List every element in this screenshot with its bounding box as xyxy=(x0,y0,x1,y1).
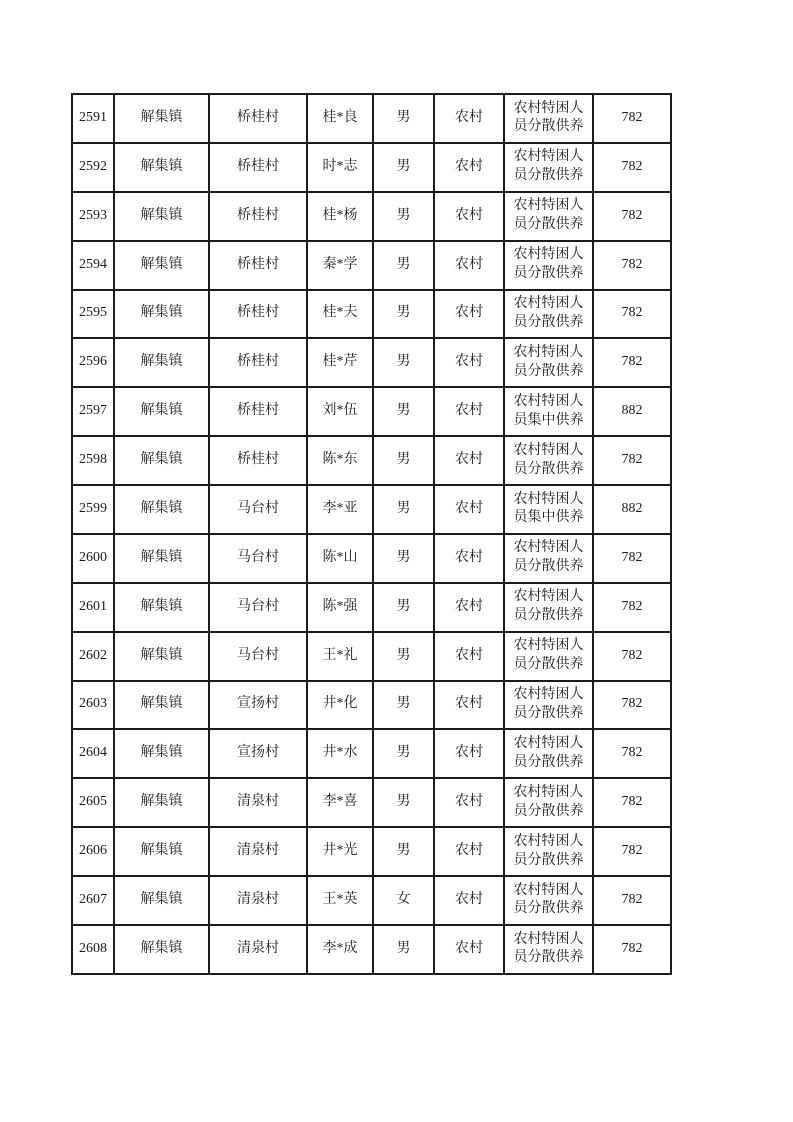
welfare-support-table xyxy=(71,93,672,975)
cell-town: 解集镇 xyxy=(114,827,209,876)
cell-area: 农村 xyxy=(434,583,504,632)
cell-person-name: 李*亚 xyxy=(307,485,373,534)
cell-support-type: 农村特困人员分散供养 xyxy=(504,925,593,974)
cell-amount: 782 xyxy=(593,632,671,681)
cell-gender: 男 xyxy=(373,632,434,681)
cell-village: 桥桂村 xyxy=(209,290,307,339)
table-row xyxy=(72,143,671,192)
cell-amount: 782 xyxy=(593,192,671,241)
table-row xyxy=(72,436,671,485)
cell-gender: 男 xyxy=(373,583,434,632)
cell-support-type: 农村特困人员分散供养 xyxy=(504,827,593,876)
cell-amount: 882 xyxy=(593,485,671,534)
cell-support-type: 农村特困人员集中供养 xyxy=(504,485,593,534)
table-row xyxy=(72,583,671,632)
table-row xyxy=(72,192,671,241)
cell-area: 农村 xyxy=(434,338,504,387)
cell-area: 农村 xyxy=(434,778,504,827)
cell-person-name: 陈*强 xyxy=(307,583,373,632)
cell-amount: 782 xyxy=(593,827,671,876)
cell-town: 解集镇 xyxy=(114,192,209,241)
cell-amount: 782 xyxy=(593,143,671,192)
cell-town: 解集镇 xyxy=(114,534,209,583)
cell-person-name: 桂*良 xyxy=(307,94,373,143)
cell-town: 解集镇 xyxy=(114,290,209,339)
cell-person-name: 桂*芹 xyxy=(307,338,373,387)
cell-gender: 男 xyxy=(373,436,434,485)
cell-town: 解集镇 xyxy=(114,143,209,192)
table-row xyxy=(72,94,671,143)
cell-village: 马台村 xyxy=(209,632,307,681)
cell-amount: 782 xyxy=(593,729,671,778)
cell-town: 解集镇 xyxy=(114,241,209,290)
cell-support-type: 农村特困人员分散供养 xyxy=(504,436,593,485)
cell-area: 农村 xyxy=(434,925,504,974)
cell-gender: 男 xyxy=(373,778,434,827)
cell-town: 解集镇 xyxy=(114,876,209,925)
cell-serial-no: 2605 xyxy=(72,778,114,827)
cell-person-name: 陈*山 xyxy=(307,534,373,583)
cell-amount: 782 xyxy=(593,583,671,632)
cell-village: 桥桂村 xyxy=(209,387,307,436)
cell-area: 农村 xyxy=(434,827,504,876)
cell-area: 农村 xyxy=(434,729,504,778)
cell-amount: 782 xyxy=(593,338,671,387)
cell-village: 桥桂村 xyxy=(209,436,307,485)
cell-village: 马台村 xyxy=(209,534,307,583)
cell-support-type: 农村特困人员分散供养 xyxy=(504,338,593,387)
cell-serial-no: 2602 xyxy=(72,632,114,681)
cell-amount: 882 xyxy=(593,387,671,436)
cell-person-name: 陈*东 xyxy=(307,436,373,485)
cell-village: 清泉村 xyxy=(209,876,307,925)
cell-support-type: 农村特困人员分散供养 xyxy=(504,241,593,290)
cell-serial-no: 2603 xyxy=(72,681,114,730)
cell-area: 农村 xyxy=(434,436,504,485)
table-row xyxy=(72,632,671,681)
cell-gender: 男 xyxy=(373,290,434,339)
cell-serial-no: 2599 xyxy=(72,485,114,534)
table-row xyxy=(72,338,671,387)
cell-village: 桥桂村 xyxy=(209,338,307,387)
cell-amount: 782 xyxy=(593,876,671,925)
cell-person-name: 桂*夫 xyxy=(307,290,373,339)
cell-amount: 782 xyxy=(593,241,671,290)
cell-person-name: 李*成 xyxy=(307,925,373,974)
cell-person-name: 王*英 xyxy=(307,876,373,925)
cell-village: 清泉村 xyxy=(209,925,307,974)
cell-amount: 782 xyxy=(593,778,671,827)
cell-town: 解集镇 xyxy=(114,94,209,143)
cell-person-name: 刘*伍 xyxy=(307,387,373,436)
cell-gender: 女 xyxy=(373,876,434,925)
cell-serial-no: 2593 xyxy=(72,192,114,241)
cell-town: 解集镇 xyxy=(114,632,209,681)
cell-serial-no: 2608 xyxy=(72,925,114,974)
table-row xyxy=(72,876,671,925)
cell-serial-no: 2594 xyxy=(72,241,114,290)
cell-support-type: 农村特困人员集中供养 xyxy=(504,387,593,436)
cell-gender: 男 xyxy=(373,925,434,974)
table-row xyxy=(72,681,671,730)
table-row xyxy=(72,387,671,436)
cell-serial-no: 2597 xyxy=(72,387,114,436)
cell-village: 桥桂村 xyxy=(209,192,307,241)
cell-village: 清泉村 xyxy=(209,827,307,876)
table-row xyxy=(72,485,671,534)
cell-area: 农村 xyxy=(434,290,504,339)
cell-amount: 782 xyxy=(593,925,671,974)
cell-area: 农村 xyxy=(434,143,504,192)
cell-amount: 782 xyxy=(593,681,671,730)
cell-gender: 男 xyxy=(373,681,434,730)
cell-person-name: 李*喜 xyxy=(307,778,373,827)
cell-person-name: 桂*杨 xyxy=(307,192,373,241)
cell-serial-no: 2607 xyxy=(72,876,114,925)
cell-amount: 782 xyxy=(593,534,671,583)
cell-amount: 782 xyxy=(593,436,671,485)
cell-area: 农村 xyxy=(434,681,504,730)
cell-gender: 男 xyxy=(373,338,434,387)
table-row xyxy=(72,827,671,876)
cell-support-type: 农村特困人员分散供养 xyxy=(504,534,593,583)
cell-support-type: 农村特困人员分散供养 xyxy=(504,632,593,681)
cell-village: 桥桂村 xyxy=(209,241,307,290)
cell-support-type: 农村特困人员分散供养 xyxy=(504,290,593,339)
cell-support-type: 农村特困人员分散供养 xyxy=(504,192,593,241)
cell-person-name: 井*光 xyxy=(307,827,373,876)
cell-area: 农村 xyxy=(434,876,504,925)
cell-gender: 男 xyxy=(373,387,434,436)
cell-support-type: 农村特困人员分散供养 xyxy=(504,94,593,143)
cell-gender: 男 xyxy=(373,485,434,534)
cell-serial-no: 2606 xyxy=(72,827,114,876)
cell-village: 桥桂村 xyxy=(209,143,307,192)
cell-gender: 男 xyxy=(373,827,434,876)
cell-support-type: 农村特困人员分散供养 xyxy=(504,583,593,632)
cell-person-name: 井*水 xyxy=(307,729,373,778)
cell-gender: 男 xyxy=(373,241,434,290)
cell-amount: 782 xyxy=(593,94,671,143)
cell-town: 解集镇 xyxy=(114,436,209,485)
cell-support-type: 农村特困人员分散供养 xyxy=(504,729,593,778)
cell-village: 桥桂村 xyxy=(209,94,307,143)
cell-town: 解集镇 xyxy=(114,338,209,387)
cell-town: 解集镇 xyxy=(114,387,209,436)
cell-area: 农村 xyxy=(434,94,504,143)
cell-amount: 782 xyxy=(593,290,671,339)
table-row xyxy=(72,729,671,778)
cell-village: 清泉村 xyxy=(209,778,307,827)
cell-town: 解集镇 xyxy=(114,778,209,827)
table-row xyxy=(72,778,671,827)
cell-village: 马台村 xyxy=(209,583,307,632)
cell-support-type: 农村特困人员分散供养 xyxy=(504,876,593,925)
cell-area: 农村 xyxy=(434,241,504,290)
cell-serial-no: 2596 xyxy=(72,338,114,387)
cell-gender: 男 xyxy=(373,192,434,241)
table-row xyxy=(72,241,671,290)
cell-town: 解集镇 xyxy=(114,681,209,730)
cell-gender: 男 xyxy=(373,143,434,192)
cell-town: 解集镇 xyxy=(114,485,209,534)
cell-area: 农村 xyxy=(434,387,504,436)
cell-area: 农村 xyxy=(434,192,504,241)
table-row xyxy=(72,290,671,339)
cell-person-name: 井*化 xyxy=(307,681,373,730)
welfare-table-body xyxy=(72,94,671,974)
cell-gender: 男 xyxy=(373,729,434,778)
cell-serial-no: 2604 xyxy=(72,729,114,778)
cell-serial-no: 2598 xyxy=(72,436,114,485)
cell-person-name: 秦*学 xyxy=(307,241,373,290)
cell-serial-no: 2591 xyxy=(72,94,114,143)
cell-serial-no: 2595 xyxy=(72,290,114,339)
table-row xyxy=(72,534,671,583)
cell-village: 宣扬村 xyxy=(209,681,307,730)
cell-serial-no: 2592 xyxy=(72,143,114,192)
cell-gender: 男 xyxy=(373,94,434,143)
table-row xyxy=(72,925,671,974)
cell-person-name: 王*礼 xyxy=(307,632,373,681)
cell-town: 解集镇 xyxy=(114,729,209,778)
cell-person-name: 时*志 xyxy=(307,143,373,192)
cell-support-type: 农村特困人员分散供养 xyxy=(504,778,593,827)
cell-serial-no: 2600 xyxy=(72,534,114,583)
cell-town: 解集镇 xyxy=(114,925,209,974)
cell-village: 宣扬村 xyxy=(209,729,307,778)
cell-area: 农村 xyxy=(434,534,504,583)
cell-gender: 男 xyxy=(373,534,434,583)
cell-serial-no: 2601 xyxy=(72,583,114,632)
cell-support-type: 农村特困人员分散供养 xyxy=(504,143,593,192)
cell-support-type: 农村特困人员分散供养 xyxy=(504,681,593,730)
cell-town: 解集镇 xyxy=(114,583,209,632)
cell-village: 马台村 xyxy=(209,485,307,534)
cell-area: 农村 xyxy=(434,632,504,681)
cell-area: 农村 xyxy=(434,485,504,534)
